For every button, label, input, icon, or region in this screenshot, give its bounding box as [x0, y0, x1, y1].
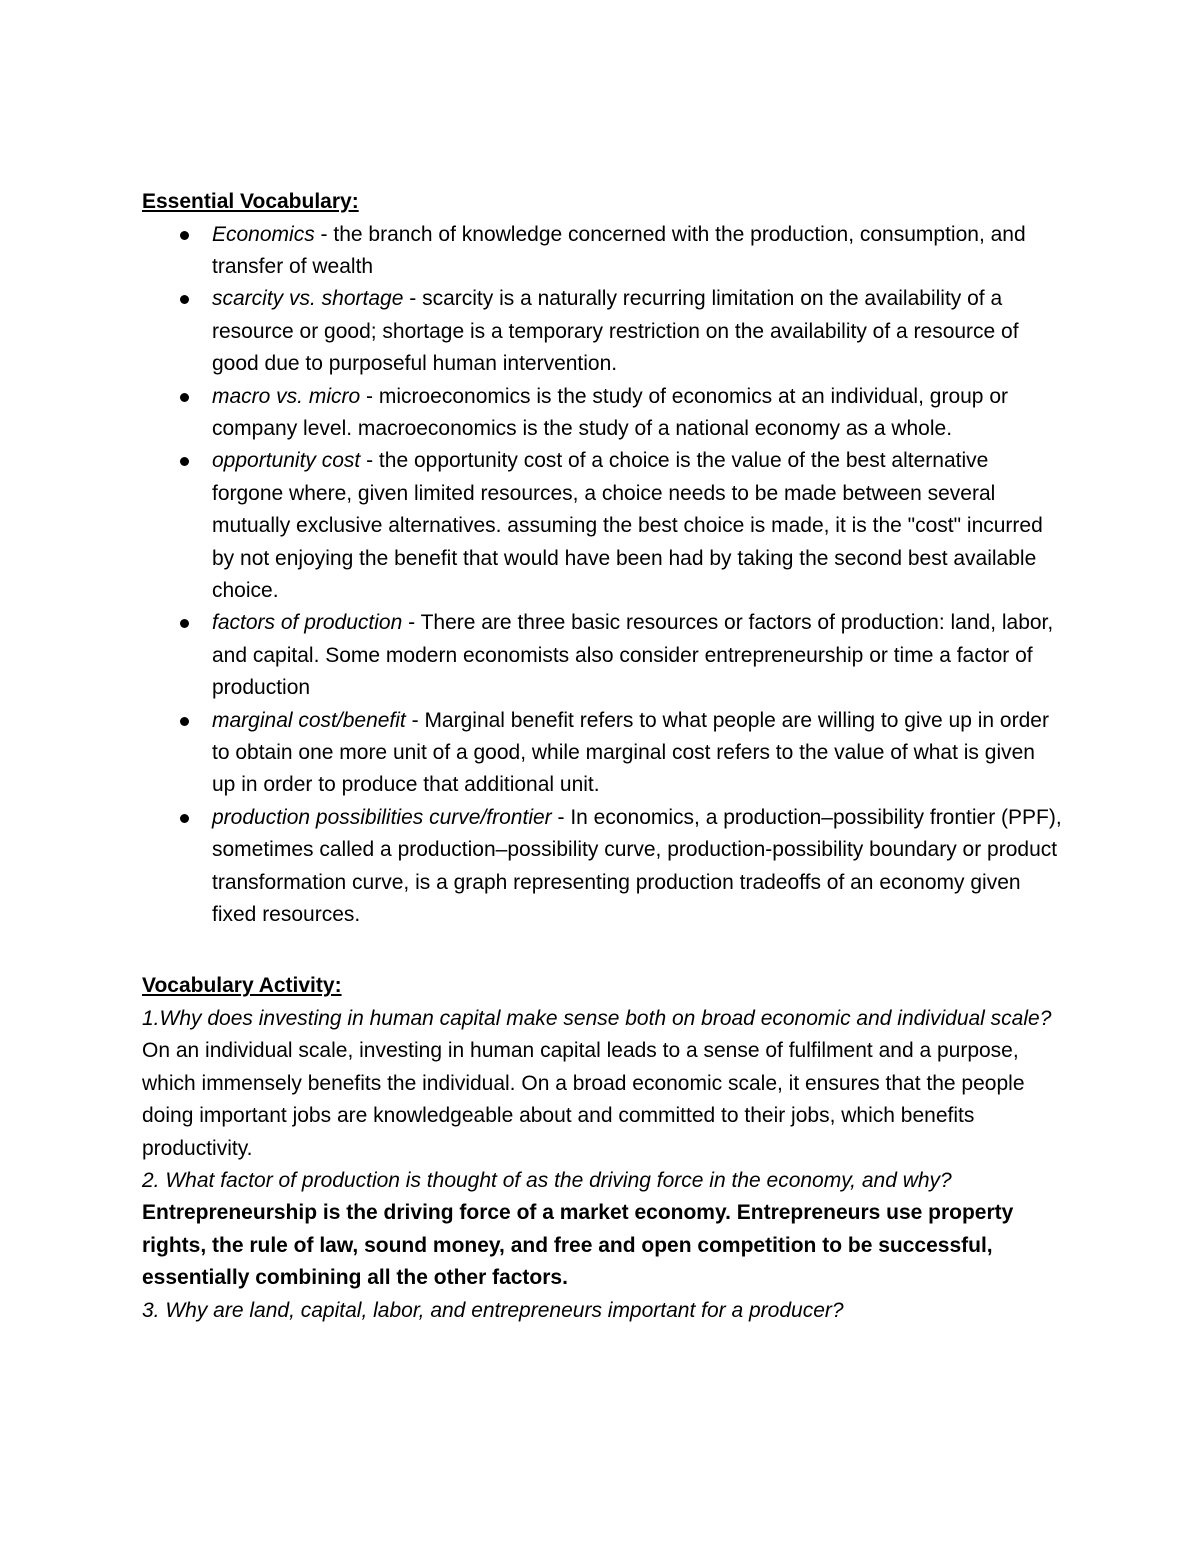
- vocab-definition: - scarcity is a naturally recurring limitation on the availability of a resource or good; shortage is a temporary restriction on the availability of a resource of good due to purposeful human intervention.: [212, 287, 1019, 376]
- document-page: [142, 186, 1062, 1327]
- bullet-icon: [180, 814, 189, 823]
- bullet-icon: [180, 295, 189, 304]
- bullet-icon: [180, 619, 189, 628]
- answer-2: Entrepreneurship is the driving force of a market economy. Entrepreneurs use property rights, the rule of law, sound money, and free and open competition to be successful, essentially combining all the other factors.: [142, 1201, 1014, 1290]
- vocab-term: opportunity cost: [212, 449, 361, 473]
- answer-1: On an individual scale, investing in human capital leads to a sense of fulfilment and a purpose, which immensely benefits the individual. On a broad economic scale, it ensures that the people doing important jobs are knowledgeable about and committed to their jobs, which benefits productivity.: [142, 1039, 1025, 1160]
- bullet-icon: [180, 393, 189, 402]
- vocab-definition: - Marginal benefit refers to what people are willing to give up in order to obtain one more unit of a good, while marginal cost refers to the value of what is given up in order to produce that additional unit.: [212, 708, 1049, 797]
- vocab-term: scarcity vs. shortage: [212, 287, 404, 311]
- list-item: [142, 802, 1062, 932]
- list-item: [142, 607, 1062, 704]
- question-3: 3. Why are land, capital, labor, and entrepreneurs important for a producer?: [142, 1298, 844, 1322]
- bullet-icon: [180, 457, 189, 466]
- vocab-term: production possibilities curve/frontier: [212, 805, 552, 829]
- bullet-icon: [180, 231, 189, 240]
- vocab-definition: - There are three basic resources or factors of production: land, labor, and capital. Some modern economists also consider entrepreneurship or time a factor of production: [212, 611, 1054, 700]
- bullet-icon: [180, 717, 189, 726]
- question-2: 2. What factor of production is thought of as the driving force in the economy, and why?: [142, 1168, 952, 1192]
- vocab-term: marginal cost/benefit: [212, 708, 406, 732]
- vocab-term: factors of production: [212, 611, 403, 635]
- vocab-definition: - microeconomics is the study of economics at an individual, group or company level. macroeconomics is the study of a national economy as a whole.: [212, 384, 1008, 440]
- list-item: [142, 283, 1062, 380]
- vocab-definition: - the opportunity cost of a choice is the value of the best alternative forgone where, given limited resources, a choice needs to be made between several mutually exclusive alternatives. assuming the best choice is made, it is the "cost" incurred by not enjoying the benefit that would have been had by taking the second best available choice.: [212, 449, 1043, 602]
- vocab-term: Economics: [212, 222, 315, 246]
- vocabulary-activity-heading: Vocabulary Activity:: [142, 974, 342, 998]
- list-item: [142, 705, 1062, 802]
- list-item: [142, 219, 1062, 284]
- section-spacer: [142, 931, 1062, 970]
- vocabulary-list: [142, 219, 1062, 932]
- question-1: 1.Why does investing in human capital make sense both on broad economic and individual scale?: [142, 1006, 1052, 1030]
- essential-vocabulary-heading: Essential Vocabulary:: [142, 190, 359, 213]
- vocab-term: macro vs. micro: [212, 384, 361, 408]
- vocab-definition: - the branch of knowledge concerned with the production, consumption, and transfer of wealth: [212, 222, 1026, 278]
- list-item: [142, 381, 1062, 446]
- list-item: [142, 445, 1062, 607]
- vocab-definition: - In economics, a production–possibility frontier (PPF), sometimes called a production–possibility curve, production-possibility boundary or product transformation curve, is a graph representing production tradeoffs of an economy given fixed resources.: [212, 805, 1062, 927]
